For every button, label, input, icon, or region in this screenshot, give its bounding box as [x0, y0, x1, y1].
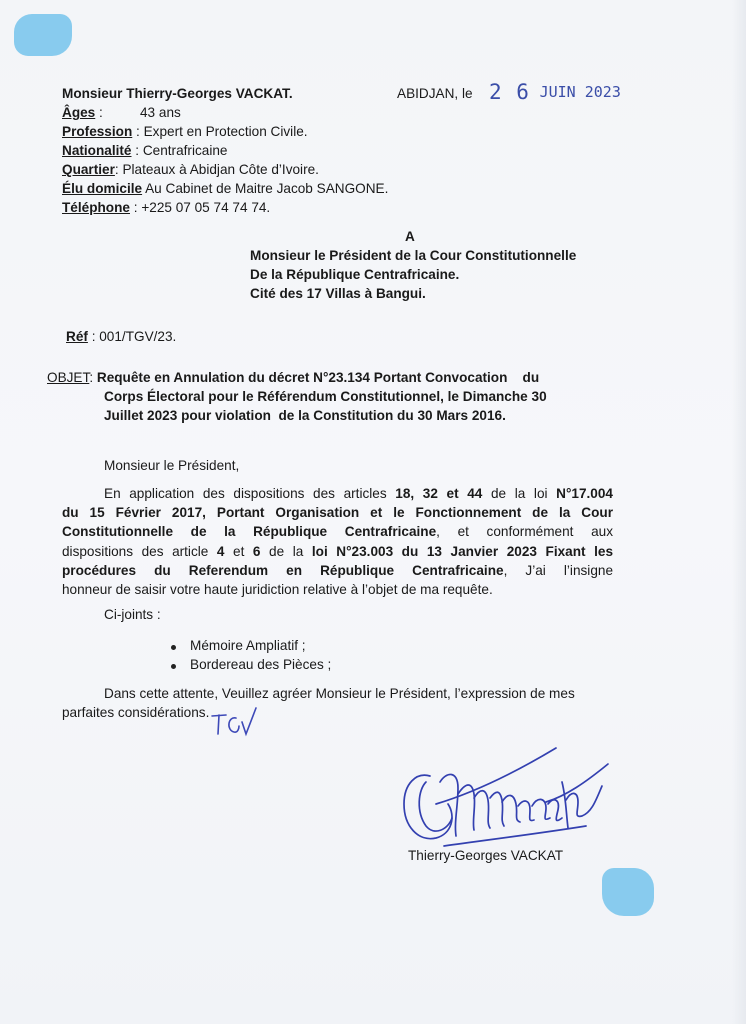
- nationality-label: Nationalité: [62, 143, 132, 158]
- age-value: 43 ans: [140, 105, 181, 120]
- paragraph-line-5: procédures du Referendum en République Centrafricaine, J’ai l’insigne: [62, 562, 613, 578]
- profession-label: Profession: [62, 124, 133, 139]
- redaction-mark-bottom: [602, 868, 654, 916]
- object-line-2: Corps Électoral pour le Référendum Constitutionnel, le Dimanche 30: [104, 389, 547, 404]
- sender-age-row: Âges : 43 ans: [62, 105, 181, 120]
- quarter-value: Plateaux à Abidjan Côte d’Ivoire.: [122, 162, 319, 177]
- date-stamp: [489, 80, 621, 104]
- recipient-line-2: De la République Centrafricaine.: [250, 267, 460, 282]
- object-text-1: Requête en Annulation du décret N°23.134 Portant Convocation du: [96, 370, 540, 385]
- quarter-label: Quartier: [62, 162, 115, 177]
- object-line-1: OBJET: Requête en Annulation du décret N°23.134 Portant Convocation du: [47, 370, 540, 385]
- salutation: Monsieur le Président,: [104, 458, 240, 473]
- enclosure-item-1: Mémoire Ampliatif ;: [190, 638, 306, 653]
- place-date: ABIDJAN, le: [397, 86, 473, 101]
- domicile-label: Élu domicile: [62, 181, 143, 196]
- age-label: Âges: [62, 105, 96, 120]
- paragraph-line-3: Constitutionnelle de la République Centrafricaine, et conformément aux: [62, 524, 613, 540]
- nationality-value: Centrafricaine: [142, 143, 228, 158]
- paragraph-line-6: honneur de saisir votre haute juridiction relative à l’objet de ma requête.: [62, 582, 493, 598]
- redaction-mark-top: [14, 14, 72, 56]
- bullet-icon: [171, 645, 176, 650]
- initials-handwritten: [208, 704, 260, 742]
- sender-quarter-row: Quartier: Plateaux à Abidjan Côte d’Ivoire.: [62, 162, 319, 177]
- object-line-3: Juillet 2023 pour violation de la Constitution du 30 Mars 2016.: [104, 408, 506, 423]
- reference-value: : 001/TGV/23.: [91, 329, 177, 344]
- recipient-line-3: Cité des 17 Villas à Bangui.: [250, 286, 426, 301]
- domicile-value: Au Cabinet de Maitre Jacob SANGONE.: [145, 181, 389, 196]
- recipient-a: A: [405, 229, 415, 244]
- sender-profession-row: Profession : Expert en Protection Civile.: [62, 124, 308, 139]
- paragraph-line-4: dispositions des article 4 et 6 de la loi N°23.003 du 13 Janvier 2023 Fixant les: [62, 543, 613, 559]
- enclosures-label: Ci-joints :: [104, 607, 161, 622]
- sender-name: Monsieur Thierry-Georges VACKAT.: [62, 86, 293, 101]
- sender-phone-row: Téléphone : +225 07 05 74 74 74.: [62, 200, 271, 215]
- bullet-icon: [171, 664, 176, 669]
- sender-nationality-row: Nationalité : Centrafricaine: [62, 143, 228, 158]
- recipient-line-1: Monsieur le Président de la Cour Constitutionnelle: [250, 248, 577, 263]
- stamp-day: 2 6: [489, 80, 530, 104]
- enclosure-item-2: Bordereau des Pièces ;: [190, 657, 332, 672]
- page-edge-shadow: [732, 0, 746, 1024]
- object-label: OBJET: [47, 370, 90, 385]
- profession-value: Expert en Protection Civile.: [143, 124, 308, 139]
- signature-name: Thierry-Georges VACKAT: [408, 848, 564, 863]
- closing-line-2: parfaites considérations.: [62, 705, 210, 720]
- main-paragraph: [62, 484, 613, 599]
- phone-label: Téléphone: [62, 200, 130, 215]
- paragraph-line-1: En application des dispositions des articles 18, 32 et 44 de la loi N°17.004: [104, 486, 613, 501]
- signature: [396, 742, 614, 854]
- reference-label: Réf: [66, 329, 88, 344]
- stamp-month-year: JUIN 2023: [539, 83, 621, 101]
- reference: [66, 327, 176, 346]
- paragraph-line-2: du 15 Février 2017, Portant Organisation et le Fonctionnement de la Cour: [62, 505, 613, 521]
- sender-domicile-row: [62, 179, 388, 198]
- phone-value: +225 07 05 74 74 74.: [141, 200, 271, 215]
- closing-line-1: Dans cette attente, Veuillez agréer Monsieur le Président, l’expression de mes: [104, 686, 575, 701]
